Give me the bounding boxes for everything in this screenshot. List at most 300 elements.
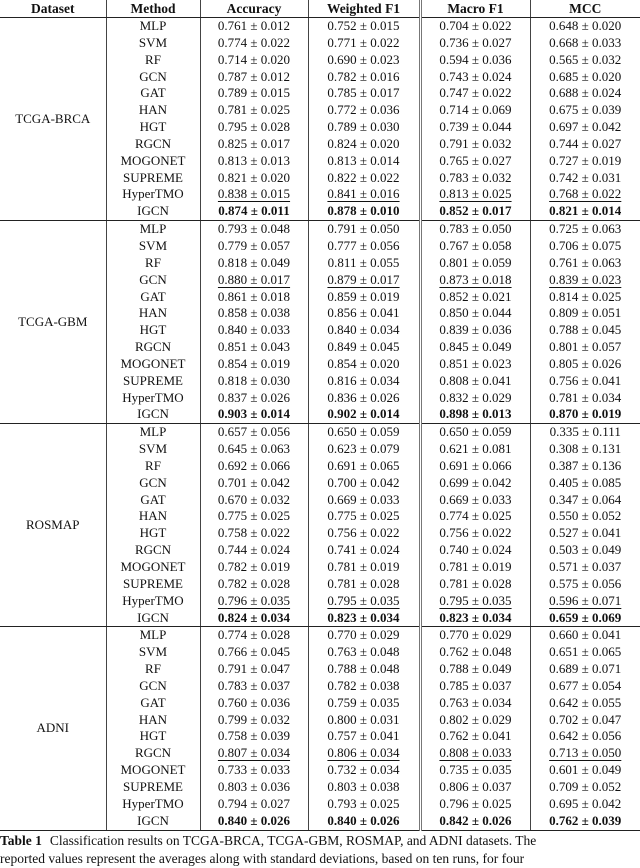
accuracy-cell (200, 712, 308, 729)
mcc-value: 0.405 ± 0.085 (549, 474, 622, 490)
accuracy-cell (200, 221, 308, 238)
macro-f1-value: 0.898 ± 0.013 (439, 406, 512, 422)
macro-f1-cell (420, 119, 530, 136)
macro-f1-value: 0.806 ± 0.037 (439, 778, 512, 794)
mcc-cell (530, 458, 640, 475)
accuracy-cell (200, 406, 308, 423)
mcc-value: 0.744 ± 0.027 (549, 135, 622, 151)
accuracy-value: 0.813 ± 0.013 (217, 152, 291, 168)
weighted-f1-cell (308, 627, 420, 644)
accuracy-value: 0.796 ± 0.035 (217, 592, 291, 608)
mcc-cell (530, 52, 640, 69)
macro-f1-cell (420, 186, 530, 203)
macro-f1-value: 0.785 ± 0.037 (439, 677, 512, 693)
method-cell: HGT (106, 728, 200, 745)
weighted-f1-value: 0.791 ± 0.050 (327, 221, 400, 237)
macro-f1-cell (420, 18, 530, 35)
weighted-f1-value: 0.700 ± 0.042 (327, 474, 400, 490)
accuracy-value: 0.791 ± 0.047 (217, 661, 291, 677)
mcc-value: 0.805 ± 0.026 (549, 355, 622, 371)
macro-f1-value: 0.795 ± 0.035 (439, 592, 512, 608)
accuracy-cell (200, 85, 308, 102)
mcc-cell (530, 712, 640, 729)
accuracy-value: 0.840 ± 0.033 (217, 322, 291, 338)
macro-f1-value: 0.802 ± 0.029 (439, 711, 512, 727)
method-cell: RF (106, 255, 200, 272)
weighted-f1-value: 0.669 ± 0.033 (327, 491, 400, 507)
macro-f1-cell (420, 779, 530, 796)
mcc-cell (530, 203, 640, 220)
method-cell: SUPREME (106, 576, 200, 593)
accuracy-cell (200, 153, 308, 170)
macro-f1-cell (420, 69, 530, 86)
weighted-f1-value: 0.785 ± 0.017 (327, 85, 400, 101)
method-cell: IGCN (106, 406, 200, 423)
weighted-f1-cell (308, 153, 420, 170)
mcc-cell (530, 576, 640, 593)
accuracy-cell (200, 322, 308, 339)
macro-f1-cell (420, 339, 530, 356)
macro-f1-cell (420, 576, 530, 593)
macro-f1-cell (420, 661, 530, 678)
mcc-cell (530, 102, 640, 119)
mcc-cell (530, 305, 640, 322)
method-cell: MOGONET (106, 153, 200, 170)
caption-line-2: reported values represent the averages along with standard deviations, based on ten runs, for four (0, 850, 525, 866)
mcc-value: 0.527 ± 0.041 (549, 525, 622, 541)
macro-f1-value: 0.650 ± 0.059 (439, 424, 512, 440)
weighted-f1-cell (308, 186, 420, 203)
accuracy-value: 0.774 ± 0.022 (217, 34, 291, 50)
macro-f1-cell (420, 475, 530, 492)
accuracy-cell (200, 593, 308, 610)
weighted-f1-value: 0.803 ± 0.038 (327, 778, 400, 794)
macro-f1-value: 0.808 ± 0.041 (439, 372, 512, 388)
weighted-f1-cell (308, 441, 420, 458)
mcc-value: 0.781 ± 0.034 (549, 389, 622, 405)
method-cell: MLP (106, 18, 200, 35)
mcc-value: 0.335 ± 0.111 (549, 424, 621, 440)
accuracy-value: 0.838 ± 0.015 (217, 186, 291, 202)
weighted-f1-value: 0.691 ± 0.065 (327, 457, 400, 473)
mcc-value: 0.814 ± 0.025 (549, 288, 622, 304)
accuracy-cell (200, 203, 308, 220)
macro-f1-value: 0.845 ± 0.049 (439, 339, 512, 355)
macro-f1-cell (420, 153, 530, 170)
header-dataset: Dataset (0, 0, 106, 18)
mcc-value: 0.596 ± 0.071 (549, 592, 622, 608)
macro-f1-cell (420, 458, 530, 475)
accuracy-cell (200, 610, 308, 627)
method-cell: GCN (106, 69, 200, 86)
macro-f1-cell (420, 356, 530, 373)
mcc-cell (530, 779, 640, 796)
weighted-f1-value: 0.772 ± 0.036 (327, 102, 400, 118)
mcc-value: 0.688 ± 0.024 (549, 85, 622, 101)
accuracy-cell (200, 695, 308, 712)
method-cell: MLP (106, 627, 200, 644)
method-cell: IGCN (106, 813, 200, 830)
mcc-value: 0.870 ± 0.019 (549, 406, 622, 422)
header-method: Method (106, 0, 200, 18)
macro-f1-value: 0.774 ± 0.025 (439, 508, 512, 524)
mcc-value: 0.801 ± 0.057 (549, 339, 622, 355)
macro-f1-cell (420, 627, 530, 644)
accuracy-cell (200, 69, 308, 86)
mcc-cell (530, 69, 640, 86)
mcc-cell (530, 695, 640, 712)
mcc-value: 0.756 ± 0.041 (549, 372, 622, 388)
accuracy-value: 0.799 ± 0.032 (217, 711, 291, 727)
mcc-cell (530, 339, 640, 356)
mcc-cell (530, 644, 640, 661)
accuracy-cell (200, 424, 308, 441)
mcc-cell (530, 119, 640, 136)
accuracy-cell (200, 102, 308, 119)
method-cell: MLP (106, 221, 200, 238)
accuracy-value: 0.670 ± 0.032 (217, 491, 291, 507)
weighted-f1-cell (308, 745, 420, 762)
accuracy-cell (200, 508, 308, 525)
macro-f1-cell (420, 305, 530, 322)
accuracy-cell (200, 745, 308, 762)
macro-f1-value: 0.714 ± 0.069 (439, 102, 512, 118)
macro-f1-cell (420, 35, 530, 52)
table-row (0, 424, 640, 441)
macro-f1-value: 0.788 ± 0.049 (439, 661, 512, 677)
accuracy-cell (200, 796, 308, 813)
method-cell: SUPREME (106, 373, 200, 390)
weighted-f1-cell (308, 272, 420, 289)
table-row (0, 18, 640, 35)
method-cell: RF (106, 458, 200, 475)
mcc-value: 0.685 ± 0.020 (549, 68, 622, 84)
weighted-f1-cell (308, 661, 420, 678)
accuracy-value: 0.692 ± 0.066 (217, 457, 291, 473)
macro-f1-cell (420, 406, 530, 423)
weighted-f1-cell (308, 221, 420, 238)
weighted-f1-value: 0.902 ± 0.014 (327, 406, 400, 422)
weighted-f1-value: 0.782 ± 0.038 (327, 677, 400, 693)
macro-f1-value: 0.740 ± 0.024 (439, 542, 512, 558)
table-row (0, 221, 640, 238)
accuracy-value: 0.861 ± 0.018 (217, 288, 291, 304)
method-cell: HAN (106, 305, 200, 322)
weighted-f1-cell (308, 52, 420, 69)
accuracy-cell (200, 728, 308, 745)
macro-f1-cell (420, 238, 530, 255)
accuracy-cell (200, 373, 308, 390)
macro-f1-cell (420, 559, 530, 576)
macro-f1-cell (420, 610, 530, 627)
method-cell: HyperTMO (106, 186, 200, 203)
macro-f1-cell (420, 221, 530, 238)
method-cell: IGCN (106, 610, 200, 627)
accuracy-cell (200, 762, 308, 779)
weighted-f1-value: 0.795 ± 0.035 (327, 592, 400, 608)
macro-f1-value: 0.762 ± 0.041 (439, 728, 512, 744)
macro-f1-value: 0.796 ± 0.025 (439, 795, 512, 811)
weighted-f1-cell (308, 136, 420, 153)
weighted-f1-cell (308, 525, 420, 542)
mcc-cell (530, 170, 640, 187)
mcc-value: 0.761 ± 0.063 (549, 254, 622, 270)
method-cell: HyperTMO (106, 593, 200, 610)
macro-f1-value: 0.699 ± 0.042 (439, 474, 512, 490)
weighted-f1-value: 0.816 ± 0.034 (327, 372, 400, 388)
weighted-f1-value: 0.836 ± 0.026 (327, 389, 400, 405)
accuracy-value: 0.744 ± 0.024 (217, 542, 291, 558)
mcc-value: 0.675 ± 0.039 (549, 102, 622, 118)
method-cell: SVM (106, 644, 200, 661)
weighted-f1-value: 0.757 ± 0.041 (327, 728, 400, 744)
mcc-cell (530, 661, 640, 678)
macro-f1-value: 0.783 ± 0.050 (439, 221, 512, 237)
macro-f1-value: 0.756 ± 0.022 (439, 525, 512, 541)
mcc-value: 0.768 ± 0.022 (549, 186, 622, 202)
method-cell: RGCN (106, 339, 200, 356)
weighted-f1-cell (308, 576, 420, 593)
accuracy-cell (200, 18, 308, 35)
mcc-cell (530, 356, 640, 373)
mcc-cell (530, 85, 640, 102)
mcc-cell (530, 18, 640, 35)
weighted-f1-value: 0.650 ± 0.059 (327, 424, 400, 440)
mcc-value: 0.821 ± 0.014 (549, 203, 622, 219)
method-cell: SVM (106, 238, 200, 255)
dataset-cell: ROSMAP (0, 424, 106, 627)
mcc-value: 0.702 ± 0.047 (549, 711, 622, 727)
accuracy-value: 0.818 ± 0.030 (217, 372, 291, 388)
accuracy-cell (200, 813, 308, 830)
mcc-cell (530, 136, 640, 153)
accuracy-value: 0.821 ± 0.020 (217, 169, 291, 185)
accuracy-value: 0.714 ± 0.020 (217, 51, 291, 67)
weighted-f1-cell (308, 373, 420, 390)
mcc-cell (530, 508, 640, 525)
mcc-value: 0.788 ± 0.045 (549, 322, 622, 338)
weighted-f1-cell (308, 796, 420, 813)
weighted-f1-cell (308, 542, 420, 559)
method-cell: GCN (106, 272, 200, 289)
mcc-value: 0.809 ± 0.051 (549, 305, 622, 321)
macro-f1-value: 0.704 ± 0.022 (439, 18, 512, 33)
macro-f1-value: 0.781 ± 0.028 (439, 575, 512, 591)
macro-f1-value: 0.813 ± 0.025 (439, 186, 512, 202)
method-cell: GCN (106, 678, 200, 695)
mcc-cell (530, 475, 640, 492)
weighted-f1-cell (308, 678, 420, 695)
method-cell: RF (106, 52, 200, 69)
mcc-cell (530, 728, 640, 745)
macro-f1-cell (420, 272, 530, 289)
accuracy-value: 0.787 ± 0.012 (217, 68, 291, 84)
accuracy-value: 0.774 ± 0.028 (217, 627, 291, 643)
accuracy-value: 0.781 ± 0.025 (217, 102, 291, 118)
weighted-f1-cell (308, 475, 420, 492)
macro-f1-cell (420, 745, 530, 762)
weighted-f1-cell (308, 356, 420, 373)
mcc-value: 0.839 ± 0.023 (549, 271, 622, 287)
macro-f1-value: 0.669 ± 0.033 (439, 491, 512, 507)
method-cell: RGCN (106, 542, 200, 559)
table-row (0, 627, 640, 644)
accuracy-value: 0.760 ± 0.036 (217, 694, 291, 710)
accuracy-value: 0.818 ± 0.049 (217, 254, 291, 270)
weighted-f1-value: 0.781 ± 0.028 (327, 575, 400, 591)
weighted-f1-cell (308, 238, 420, 255)
macro-f1-value: 0.739 ± 0.044 (439, 119, 512, 135)
macro-f1-cell (420, 508, 530, 525)
accuracy-cell (200, 576, 308, 593)
dataset-cell: TCGA-BRCA (0, 18, 106, 221)
macro-f1-value: 0.594 ± 0.036 (439, 51, 512, 67)
accuracy-cell (200, 339, 308, 356)
weighted-f1-value: 0.756 ± 0.022 (327, 525, 400, 541)
accuracy-value: 0.824 ± 0.034 (217, 609, 291, 625)
weighted-f1-value: 0.623 ± 0.079 (327, 441, 400, 457)
accuracy-cell (200, 441, 308, 458)
mcc-cell (530, 373, 640, 390)
method-cell: HGT (106, 525, 200, 542)
weighted-f1-cell (308, 119, 420, 136)
method-cell: RGCN (106, 136, 200, 153)
macro-f1-value: 0.851 ± 0.023 (439, 355, 512, 371)
weighted-f1-cell (308, 339, 420, 356)
accuracy-cell (200, 52, 308, 69)
method-cell: SVM (106, 441, 200, 458)
mcc-value: 0.387 ± 0.136 (549, 457, 622, 473)
accuracy-value: 0.758 ± 0.039 (217, 728, 291, 744)
mcc-value: 0.571 ± 0.037 (549, 559, 622, 574)
weighted-f1-value: 0.793 ± 0.025 (327, 795, 400, 811)
weighted-f1-value: 0.690 ± 0.023 (327, 51, 400, 67)
macro-f1-value: 0.747 ± 0.022 (439, 85, 512, 101)
method-cell: RF (106, 661, 200, 678)
accuracy-value: 0.837 ± 0.026 (217, 389, 291, 405)
accuracy-cell (200, 644, 308, 661)
mcc-value: 0.706 ± 0.075 (549, 237, 622, 253)
macro-f1-value: 0.823 ± 0.034 (439, 609, 512, 625)
macro-f1-cell (420, 203, 530, 220)
mcc-value: 0.550 ± 0.052 (549, 508, 622, 524)
accuracy-cell (200, 305, 308, 322)
weighted-f1-value: 0.763 ± 0.048 (327, 644, 400, 660)
weighted-f1-value: 0.788 ± 0.048 (327, 661, 400, 677)
mcc-cell (530, 745, 640, 762)
weighted-f1-cell (308, 644, 420, 661)
macro-f1-cell (420, 289, 530, 306)
accuracy-value: 0.782 ± 0.019 (217, 559, 291, 574)
mcc-cell (530, 35, 640, 52)
macro-f1-cell (420, 813, 530, 830)
mcc-value: 0.727 ± 0.019 (549, 152, 622, 168)
accuracy-cell (200, 136, 308, 153)
weighted-f1-value: 0.856 ± 0.041 (327, 305, 400, 321)
weighted-f1-value: 0.775 ± 0.025 (327, 508, 400, 524)
accuracy-value: 0.851 ± 0.043 (217, 339, 291, 355)
accuracy-cell (200, 542, 308, 559)
accuracy-value: 0.783 ± 0.037 (217, 677, 291, 693)
weighted-f1-cell (308, 305, 420, 322)
accuracy-cell (200, 475, 308, 492)
macro-f1-value: 0.743 ± 0.024 (439, 68, 512, 84)
weighted-f1-value: 0.840 ± 0.034 (327, 322, 400, 338)
method-cell: HyperTMO (106, 390, 200, 407)
weighted-f1-value: 0.811 ± 0.055 (327, 254, 400, 270)
macro-f1-cell (420, 542, 530, 559)
method-cell: SUPREME (106, 170, 200, 187)
accuracy-value: 0.858 ± 0.038 (217, 305, 291, 321)
header-mcc: MCC (530, 0, 640, 18)
accuracy-value: 0.779 ± 0.057 (217, 237, 291, 253)
table-body (0, 18, 640, 831)
weighted-f1-value: 0.806 ± 0.034 (327, 745, 400, 761)
mcc-cell (530, 610, 640, 627)
mcc-value: 0.697 ± 0.042 (549, 119, 622, 135)
table-caption (0, 832, 640, 868)
weighted-f1-cell (308, 593, 420, 610)
accuracy-value: 0.789 ± 0.015 (217, 85, 291, 101)
method-cell: MOGONET (106, 762, 200, 779)
weighted-f1-value: 0.849 ± 0.045 (327, 339, 400, 355)
mcc-cell (530, 525, 640, 542)
weighted-f1-value: 0.777 ± 0.056 (327, 237, 400, 253)
macro-f1-value: 0.736 ± 0.027 (439, 34, 512, 50)
mcc-cell (530, 762, 640, 779)
method-cell: SVM (106, 35, 200, 52)
mcc-value: 0.651 ± 0.065 (549, 644, 622, 660)
method-cell: GCN (106, 475, 200, 492)
mcc-cell (530, 813, 640, 830)
accuracy-value: 0.825 ± 0.017 (217, 135, 291, 151)
mcc-cell (530, 593, 640, 610)
mcc-value: 0.308 ± 0.131 (549, 441, 622, 457)
weighted-f1-cell (308, 458, 420, 475)
header-accuracy: Accuracy (200, 0, 308, 18)
macro-f1-cell (420, 255, 530, 272)
caption-text-1: Classification results on TCGA-BRCA, TCGA-GBM, ROSMAP, and ADNI datasets. The (49, 832, 537, 848)
mcc-value: 0.689 ± 0.071 (549, 661, 622, 677)
method-cell: HyperTMO (106, 796, 200, 813)
accuracy-cell (200, 255, 308, 272)
caption-line-1 (0, 832, 640, 850)
macro-f1-value: 0.873 ± 0.018 (439, 271, 512, 287)
macro-f1-cell (420, 424, 530, 441)
weighted-f1-cell (308, 424, 420, 441)
mcc-cell (530, 424, 640, 441)
macro-f1-value: 0.765 ± 0.027 (439, 152, 512, 168)
mcc-value: 0.648 ± 0.020 (549, 18, 622, 33)
weighted-f1-cell (308, 406, 420, 423)
accuracy-value: 0.733 ± 0.033 (217, 762, 291, 778)
mcc-value: 0.742 ± 0.031 (549, 169, 622, 185)
method-cell: GAT (106, 85, 200, 102)
method-cell: HAN (106, 102, 200, 119)
header-row (0, 0, 640, 18)
mcc-value: 0.713 ± 0.050 (549, 745, 622, 761)
weighted-f1-value: 0.840 ± 0.026 (327, 812, 400, 828)
weighted-f1-cell (308, 35, 420, 52)
mcc-cell (530, 678, 640, 695)
macro-f1-cell (420, 762, 530, 779)
macro-f1-value: 0.850 ± 0.044 (439, 305, 512, 321)
accuracy-value: 0.645 ± 0.063 (217, 441, 291, 457)
accuracy-value: 0.766 ± 0.045 (217, 644, 291, 660)
mcc-value: 0.659 ± 0.069 (549, 609, 622, 625)
mcc-cell (530, 186, 640, 203)
mcc-cell (530, 492, 640, 509)
